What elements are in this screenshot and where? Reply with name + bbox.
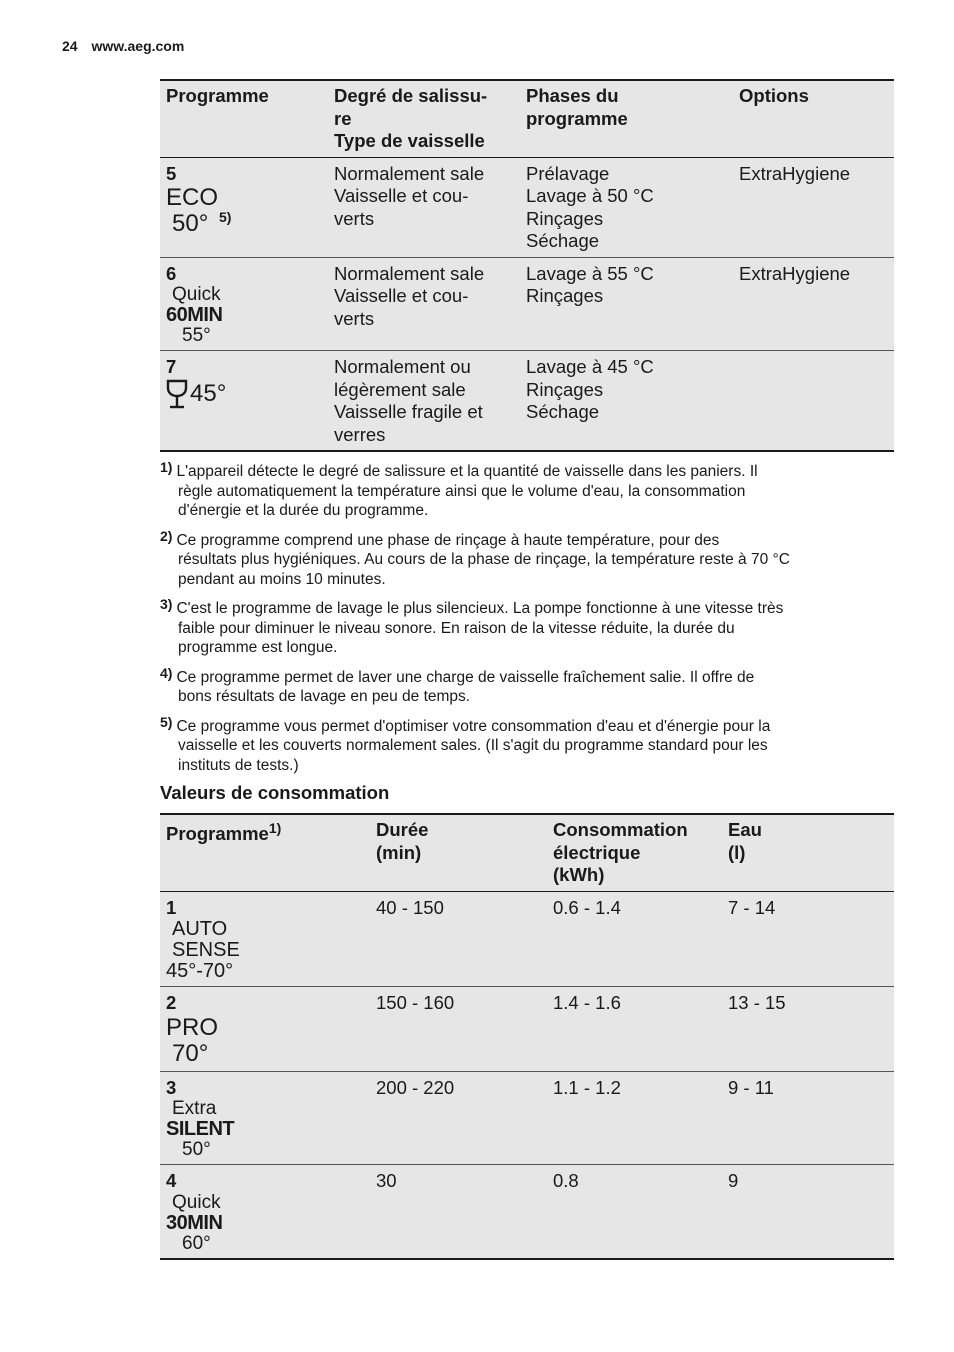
table-row <box>160 257 894 351</box>
water-cell: 13 - 15 <box>722 987 894 1072</box>
auto-sense-symbol-line1: AUTO <box>172 918 228 940</box>
auto-sense-symbol-line2: SENSE <box>172 939 240 961</box>
quick30-symbol-line2: 30MIN <box>166 1211 223 1234</box>
quick30-symbol-line1: Quick <box>172 1191 221 1213</box>
programme-number: 5 <box>166 162 177 184</box>
silent-symbol-line1: Extra <box>172 1098 217 1119</box>
table-row <box>160 351 894 452</box>
programme-cell <box>160 257 328 351</box>
section-title: Valeurs de consommation <box>160 782 390 803</box>
table-row <box>160 1165 894 1259</box>
footnote: 2) Ce programme comprend une phase de rinçage à haute température, pour des résultats plus hygiéniques. Au cours de la phase de rinçage, la température reste à 70 °C pendant au moins 10 minutes. <box>160 527 790 588</box>
water-cell: 9 <box>722 1165 894 1259</box>
page-header <box>62 38 184 54</box>
phases-cell: Lavage à 45 °C Rinçages Séchage <box>520 351 733 452</box>
table-row <box>160 1071 894 1165</box>
header-programme: Programme$^{1)}$ <box>160 814 370 891</box>
header-water: Eau (l) <box>722 814 894 891</box>
header-soil-degree: Degré de salissu- re Type de vaisselle <box>328 80 520 157</box>
energy-cell: 0.8 <box>547 1165 722 1259</box>
energy-cell: 1.4 - 1.6 <box>547 987 722 1072</box>
water-cell: 7 - 14 <box>722 891 894 987</box>
table-row <box>160 987 894 1072</box>
footnote: 4) Ce programme permet de laver une charge de vaisselle fraîchement salie. Il offre de bons résultats de lavage en peu de temps. <box>160 664 755 705</box>
energy-cell: 0.6 - 1.4 <box>547 891 722 987</box>
programme-cell: 4 Quick 30MIN 60° <box>160 1165 370 1259</box>
quick30-symbol-temp: 60° <box>182 1232 211 1254</box>
soil-cell: Normalement ou légèrement sale Vaisselle fragile et verres <box>328 351 520 452</box>
eco-symbol-temp: 50° $^{5)}$ <box>172 209 232 237</box>
programme-number: 6 <box>166 262 177 284</box>
table-row <box>160 891 894 987</box>
programme-number: 7 <box>166 356 177 377</box>
duration-cell: 200 - 220 <box>370 1071 547 1165</box>
options-cell <box>733 351 894 452</box>
glass-temp: 45° <box>190 379 227 407</box>
header-energy: Consommation électrique (kWh) <box>547 814 722 891</box>
website-url: www.aeg.com <box>91 38 185 54</box>
eco-symbol-line1: ECO <box>166 184 219 211</box>
duration-cell: 40 - 150 <box>370 891 547 987</box>
footnote: 1) L'appareil détecte le degré de salissure et la quantité de vaisselle dans les paniers. Il règle automatiquement la température ainsi que le volume d'eau, la consommation d'énergie et la durée du programme. <box>160 459 758 519</box>
header-duration: Durée (min) <box>370 814 547 891</box>
header-options: Options <box>733 80 894 157</box>
glass-symbol <box>166 379 322 409</box>
footnote: 3) C'est le programme de lavage le plus silencieux. La pompe fonctionne à une vitesse très faible pour diminuer le niveau sonore. En raison de la vitesse réduite, la durée du programme est longue. <box>160 596 784 656</box>
duration-cell: 150 - 160 <box>370 987 547 1072</box>
wine-glass-icon <box>166 379 188 409</box>
programme-cell: 2 PRO 70° <box>160 987 370 1072</box>
energy-cell: 1.1 - 1.2 <box>547 1071 722 1165</box>
phases-cell: Prélavage Lavage à 50 °C Rinçages Séchage <box>520 157 733 257</box>
programme-cell: 1 AUTO SENSE 45°-70° <box>160 891 370 987</box>
water-cell: 9 - 11 <box>722 1071 894 1165</box>
quick-symbol-temp: 55° <box>182 325 211 346</box>
page-number: 24 <box>62 38 78 54</box>
pro-symbol-line1: PRO <box>166 1013 219 1041</box>
footnotes <box>160 458 896 781</box>
silent-symbol-temp: 50° <box>182 1139 211 1160</box>
quick-symbol-line2: 60MIN <box>166 304 223 326</box>
footnote-ref: 5) <box>218 209 232 225</box>
programme-cell <box>160 351 328 452</box>
header-programme: Programme <box>160 80 328 157</box>
table-row <box>160 157 894 257</box>
consumption-table-header <box>160 814 894 891</box>
programme-table <box>160 79 894 452</box>
pro-symbol-temp: 70° <box>172 1039 209 1067</box>
soil-cell: Normalement sale Vaisselle et cou- verts <box>328 257 520 351</box>
programme-cell <box>160 157 328 257</box>
quick-symbol-line1: Quick <box>172 284 221 305</box>
duration-cell: 30 <box>370 1165 547 1259</box>
soil-cell: Normalement sale Vaisselle et cou- verts <box>328 157 520 257</box>
auto-sense-symbol-temp: 45°-70° <box>166 960 234 982</box>
programme-table-header <box>160 80 894 157</box>
header-program-phases: Phases du programme <box>520 80 733 157</box>
silent-symbol-line2: SILENT <box>166 1118 235 1140</box>
phases-cell: Lavage à 55 °C Rinçages <box>520 257 733 351</box>
options-cell: ExtraHygiene <box>733 257 894 351</box>
consumption-table <box>160 813 894 1260</box>
footnote: 5) Ce programme vous permet d'optimiser votre consommation d'eau et d'énergie pour la vaisselle et les couverts normalement sales. (Il s'agit du programme standard pour les instituts de tests.) <box>160 713 771 774</box>
options-cell: ExtraHygiene <box>733 157 894 257</box>
programme-cell: 3 Extra SILENT 50° <box>160 1071 370 1165</box>
